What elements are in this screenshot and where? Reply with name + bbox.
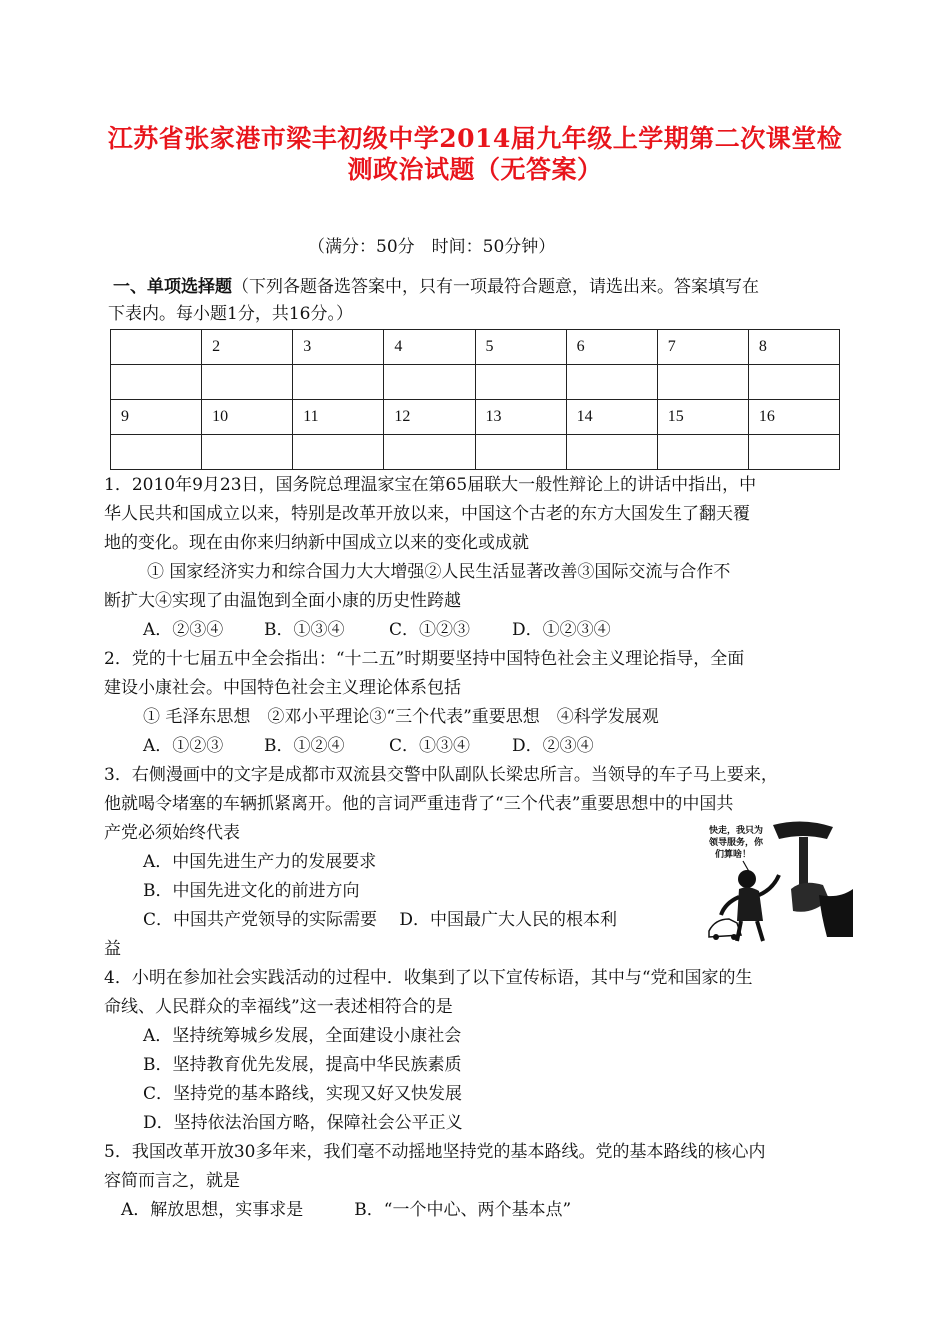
document-title-line2: 测政治试题（无答案） xyxy=(347,155,603,184)
answer-cell-label: 4 xyxy=(384,330,475,365)
q4-option-a[interactable]: A．坚持统筹城乡发展，全面建设小康社会 xyxy=(143,1026,462,1046)
answer-cell-input[interactable] xyxy=(293,435,384,470)
q4-option-c[interactable]: C．坚持党的基本路线，实现又好又快发展 xyxy=(143,1084,463,1104)
q2-items: ① 毛泽东思想 ②邓小平理论③“三个代表”重要思想 ④科学发展观 xyxy=(143,707,659,727)
answer-cell-label: 6 xyxy=(566,330,657,365)
q5-options-a-b[interactable]: A．解放思想，实事求是 B．“一个中心、两个基本点” xyxy=(121,1200,572,1220)
q3-option-d-continued: 益 xyxy=(104,939,121,959)
answer-table-header-row xyxy=(111,400,840,435)
answer-cell-input[interactable] xyxy=(748,365,839,400)
answer-cell-label: 15 xyxy=(657,400,748,435)
section1-instruction: （下列各题备选答案中，只有一项最符合题意，请选出来。答案填写在 xyxy=(232,277,759,297)
q2-option-c[interactable]: C．①③④ xyxy=(389,736,471,756)
q1-items-line2: 断扩大④实现了由温饱到全面小康的历史性跨越 xyxy=(104,591,461,611)
answer-cell-label xyxy=(111,330,202,365)
q1-option-b[interactable]: B．①③④ xyxy=(264,620,345,640)
traffic-police-cartoon xyxy=(707,819,855,947)
answer-cell-input[interactable] xyxy=(293,365,384,400)
q1-stem-line3: 地的变化。现在由你来归纳新中国成立以来的变化或成就 xyxy=(104,533,529,553)
answer-cell-label: 3 xyxy=(293,330,384,365)
answer-cell-input[interactable] xyxy=(111,435,202,470)
q2-stem-line1: 2．党的十七届五中全会指出：“十二五”时期要坚持中国特色社会主义理论指导，全面 xyxy=(104,649,745,669)
q4-stem-line2: 命线、人民群众的幸福线”这一表述相符合的是 xyxy=(104,997,453,1017)
q1-option-a[interactable]: A．②③④ xyxy=(143,620,224,640)
section1-instruction-line1 xyxy=(113,276,759,298)
q2-stem-line2: 建设小康社会。中国特色社会主义理论体系包括 xyxy=(104,678,461,698)
answer-table-input-row xyxy=(111,365,840,400)
q3-option-b[interactable]: B．中国先进文化的前进方向 xyxy=(143,881,360,901)
answer-cell-input[interactable] xyxy=(475,365,566,400)
q1-items-line1: ① 国家经济实力和综合国力大大增强②人民生活显著改善③国际交流与合作不 xyxy=(147,562,731,582)
answer-table xyxy=(110,329,840,470)
q2-option-a[interactable]: A．①②③ xyxy=(143,736,224,756)
cartoon-speech-line3: 们算啥！ xyxy=(715,850,752,860)
answer-cell-label: 13 xyxy=(475,400,566,435)
answer-cell-label: 9 xyxy=(111,400,202,435)
answer-cell-label: 12 xyxy=(384,400,475,435)
q5-stem-line2: 容简而言之，就是 xyxy=(104,1171,240,1191)
answer-cell-label: 10 xyxy=(202,400,293,435)
answer-cell-label: 5 xyxy=(475,330,566,365)
exam-meta: （满分：50分 时间：50分钟） xyxy=(308,237,556,257)
section1-heading: 一、单项选择题 xyxy=(113,277,232,297)
answer-cell-input[interactable] xyxy=(111,365,202,400)
q4-stem-line1: 4．小明在参加社会实践活动的过程中．收集到了以下宣传标语，其中与“党和国家的生 xyxy=(104,968,753,988)
answer-cell-input[interactable] xyxy=(748,435,839,470)
answer-table-header-row xyxy=(111,330,840,365)
answer-cell-input[interactable] xyxy=(566,365,657,400)
q3-stem-line2: 他就喝令堵塞的车辆抓紧离开。他的言词严重违背了“三个代表”重要思想中的中国共 xyxy=(104,794,734,814)
q1-stem-line2: 华人民共和国成立以来，特别是改革开放以来，中国这个古老的东方大国发生了翻天覆 xyxy=(104,504,750,524)
q4-option-d[interactable]: D．坚持依法治国方略，保障社会公平正义 xyxy=(143,1113,463,1133)
q3-option-a[interactable]: A．中国先进生产力的发展要求 xyxy=(143,852,377,872)
q2-option-d[interactable]: D．②③④ xyxy=(512,736,594,756)
q4-option-b[interactable]: B．坚持教育优先发展，提高中华民族素质 xyxy=(143,1055,462,1075)
section1-instruction-line2: 下表内。每小题1分，共16分。） xyxy=(108,304,353,324)
q5-stem-line1: 5．我国改革开放30多年来，我们毫不动摇地坚持党的基本路线。党的基本路线的核心内 xyxy=(104,1142,766,1162)
answer-cell-label: 11 xyxy=(293,400,384,435)
q2-option-b[interactable]: B．①②④ xyxy=(264,736,345,756)
answer-cell-label: 16 xyxy=(748,400,839,435)
answer-cell-label: 2 xyxy=(202,330,293,365)
document-title-line1: 江苏省张家港市梁丰初级中学2014届九年级上学期第二次课堂检 xyxy=(107,124,843,153)
answer-cell-label: 7 xyxy=(657,330,748,365)
answer-cell-input[interactable] xyxy=(657,365,748,400)
q3-stem-line1: 3．右侧漫画中的文字是成都市双流县交警中队副队长梁忠所言。当领导的车子马上要来， xyxy=(104,765,778,785)
cartoon-speech-line1: 快走，我只为 xyxy=(709,826,764,836)
answer-cell-label: 14 xyxy=(566,400,657,435)
q1-stem-line1: 1．2010年9月23日，国务院总理温家宝在第65届联大一般性辩论上的讲话中指出，中 xyxy=(104,475,757,495)
answer-cell-input[interactable] xyxy=(475,435,566,470)
answer-table-input-row xyxy=(111,435,840,470)
answer-cell-label: 8 xyxy=(748,330,839,365)
q3-option-c-d[interactable]: C．中国共产党领导的实际需要 D．中国最广大人民的根本利 xyxy=(143,910,618,930)
answer-cell-input[interactable] xyxy=(384,365,475,400)
q1-option-c[interactable]: C．①②③ xyxy=(389,620,471,640)
cartoon-speech-line2: 领导服务，你 xyxy=(709,838,764,848)
answer-cell-input[interactable] xyxy=(657,435,748,470)
answer-cell-input[interactable] xyxy=(566,435,657,470)
answer-cell-input[interactable] xyxy=(384,435,475,470)
q1-option-d[interactable]: D．①②③④ xyxy=(512,620,611,640)
answer-cell-input[interactable] xyxy=(202,435,293,470)
q3-stem-line3: 产党必须始终代表 xyxy=(104,823,240,843)
answer-cell-input[interactable] xyxy=(202,365,293,400)
